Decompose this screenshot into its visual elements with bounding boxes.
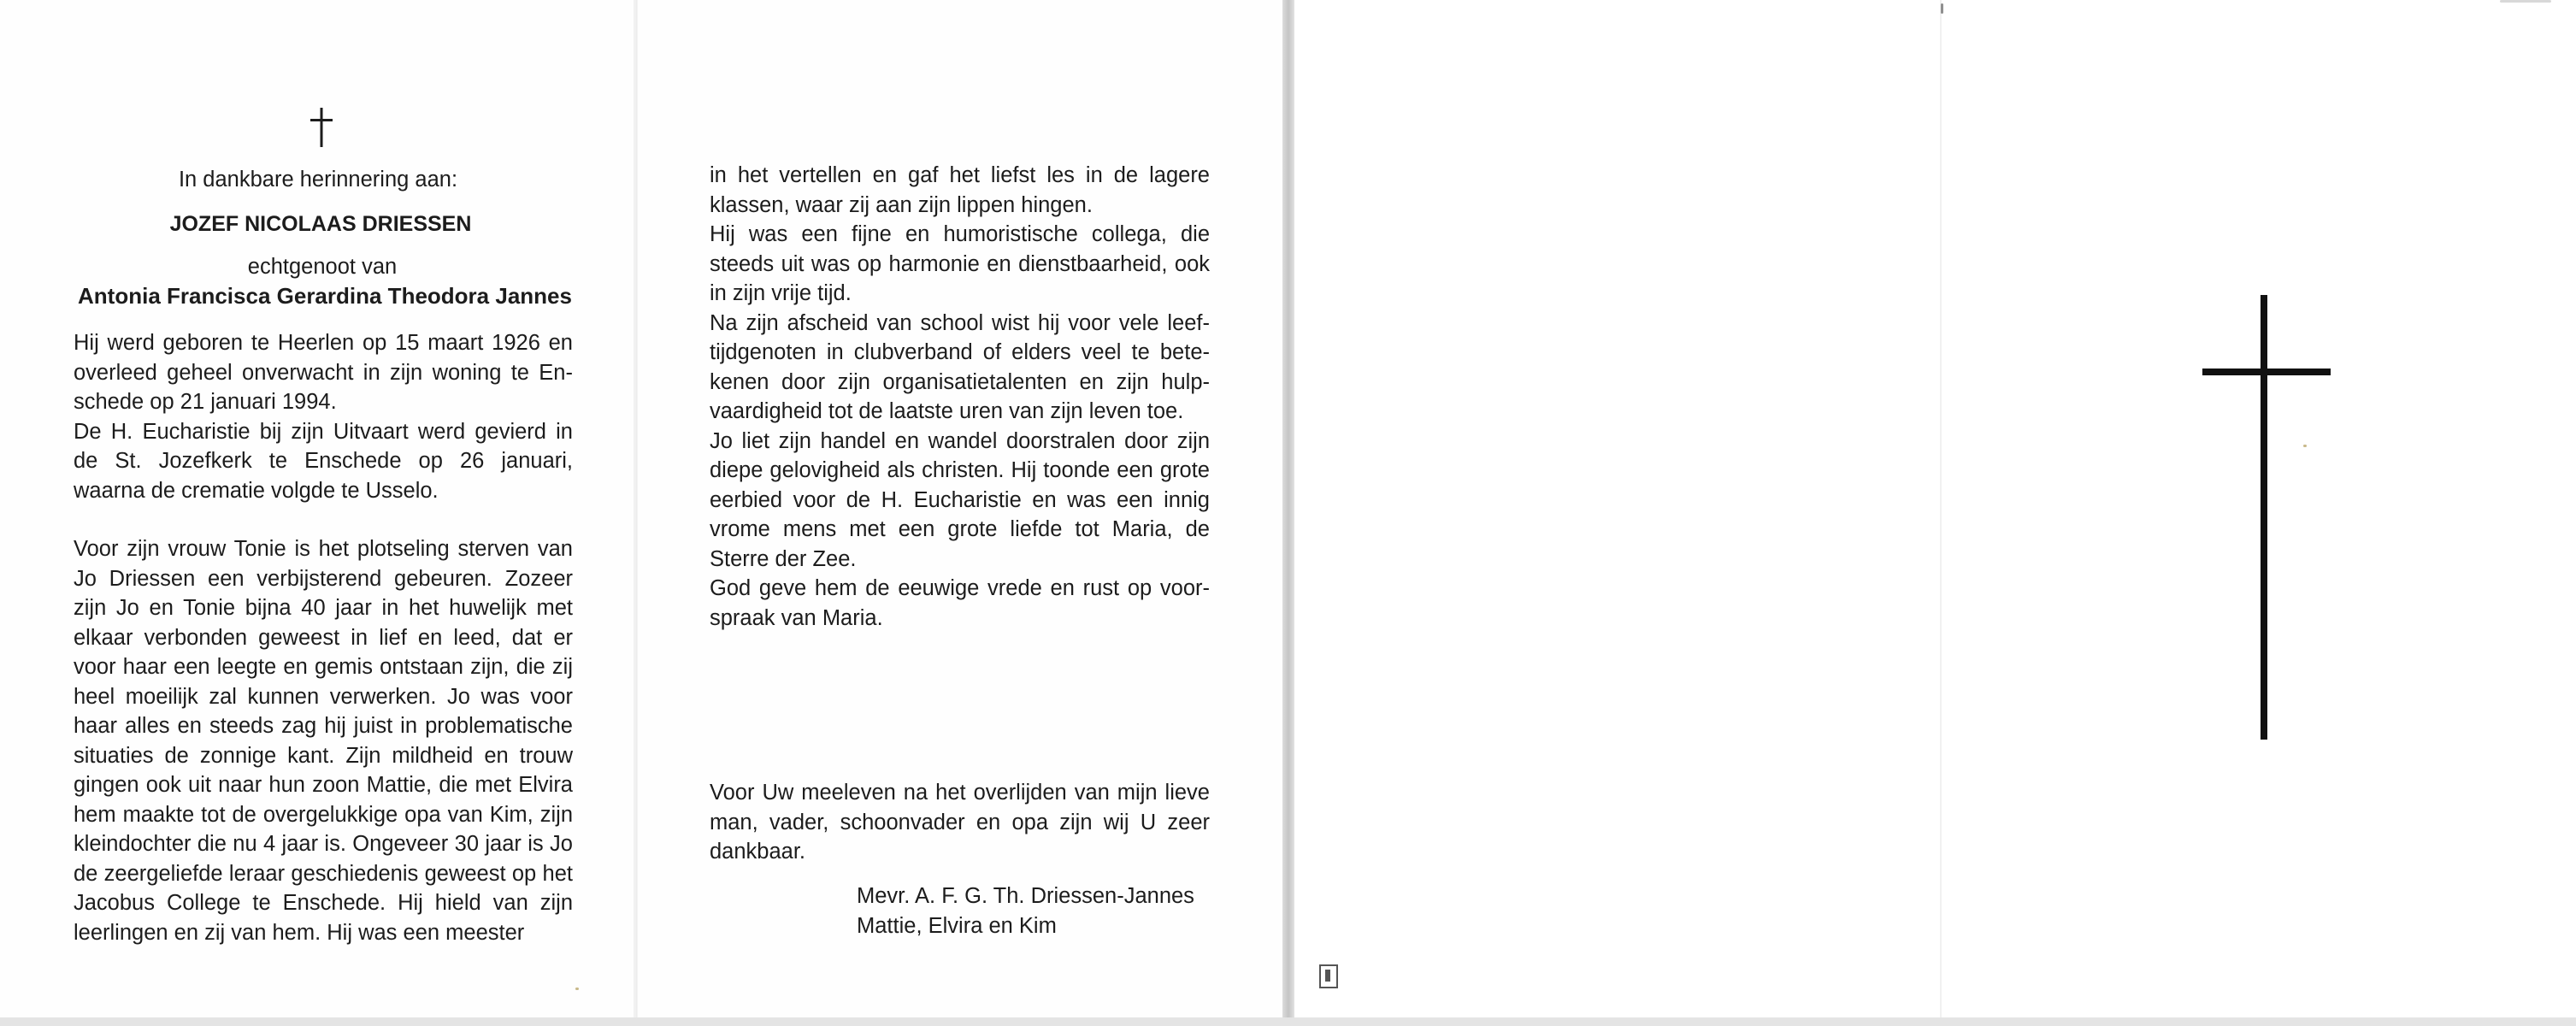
tribute-continuation: in het vertellen en gaf het liefst les in de lagere klassen, waar zij aan zijn lippen hingen. — [710, 163, 1210, 217]
fold-line — [635, 0, 638, 1026]
scan-bottom-edge — [0, 1017, 2576, 1026]
thanks-paragraph: Voor Uw meeleven na het overlijden van mijn lieve man, vader, schoonvader en opa zijn wij U zeer dankbaar. — [710, 781, 1210, 864]
paper-speck — [575, 988, 579, 990]
signature-line: Mevr. A. F. G. Th. Driessen-Jannes — [857, 884, 1194, 908]
paper-mark — [2500, 0, 2551, 3]
spouse-name: Antonia Francisca Gerardina Theodora Jannes — [78, 283, 572, 309]
faith-text: Jo liet zijn handel en wandel doorstralen door zijn diepe gelovigheid als christen. Hij toonde een grote eerbied voor de H. Eucharistie en was een innig vrome mens met een grote liefde tot Maria, de Sterre der Zee. — [710, 428, 1210, 571]
birth-death-text: Hij werd geboren te Heerlen op 15 maart 1926 en overleed geheel onverwacht in zijn woning te En-schede op 21 januari 1994. — [74, 331, 573, 414]
cross-icon — [309, 108, 334, 147]
tribute-paragraph: Voor zijn vrouw Tonie is het plotseling sterven van Jo Driessen een verbijsterend gebeuren. Zozeer zijn Jo en Tonie bijna 40 jaar in het huwelijk met elkaar verbonden geweest in lief en leed, dat er voor haar een leegte en gemis ontstaan zijn, die zij heel moeilijk zal kunnen verwerken. Jo was voor haar alles en steeds zag hij juist in problematische situaties de zonnige kant. Zijn mildheid en trouw gingen ook uit naar hun zoon Mattie, die met Elvira hem maakte tot de overgelukkige opa van Kim, zijn kleindochter die nu 4 jaar is. Ongeveer 30 jaar is Jo de zeergeliefde leraar geschiedenis geweest op het Jacobus College te Enschede. Hij hield van zijn leerlingen en zij van hem. Hij was een meester — [74, 537, 573, 945]
inner-sheet — [0, 0, 1282, 1026]
printer-logo-box — [1319, 964, 1338, 988]
outer-sheet — [1294, 0, 2576, 1026]
biography-paragraph — [74, 328, 573, 505]
funeral-text: De H. Eucharistie bij zijn Uitvaart werd gevierd in de St. Jozefkerk te Enschede op 26 januari, waarna de crematie volgde te Usselo. — [74, 419, 573, 503]
colleague-text: Hij was een fijne en humoristische collega, die steeds uit was op harmonie en dienstbaarheid, ook in zijn vrije tijd. — [710, 222, 1210, 305]
intro-line: In dankbare herinnering aan: — [178, 168, 458, 192]
left-text-column — [74, 328, 573, 947]
deceased-name: JOZEF NICOLAAS DRIESSEN — [169, 212, 472, 236]
right-text-column — [710, 161, 1210, 633]
spouse-of-label: echtgenoot van — [247, 255, 398, 279]
signature-line: Mattie, Elvira en Kim — [857, 914, 1057, 938]
retirement-text: Na zijn afscheid van school wist hij voor vele leef-tijdgenoten in clubverband of elders veel te bete-kenen door zijn organisatietalenten en zijn hulp-vaardigheid tot de laatste uren van zijn leven toe. — [710, 310, 1210, 423]
cross-icon — [2202, 295, 2331, 740]
fold-line — [1940, 0, 1942, 1026]
sheet-gap — [1282, 0, 1294, 1026]
printer-logo-icon — [1319, 964, 1413, 989]
prayer-text: God geve hem de eeuwige vrede en rust op voor-spraak van Maria. — [710, 576, 1210, 630]
signature-block — [857, 882, 1216, 941]
paper-mark — [1941, 3, 1943, 14]
